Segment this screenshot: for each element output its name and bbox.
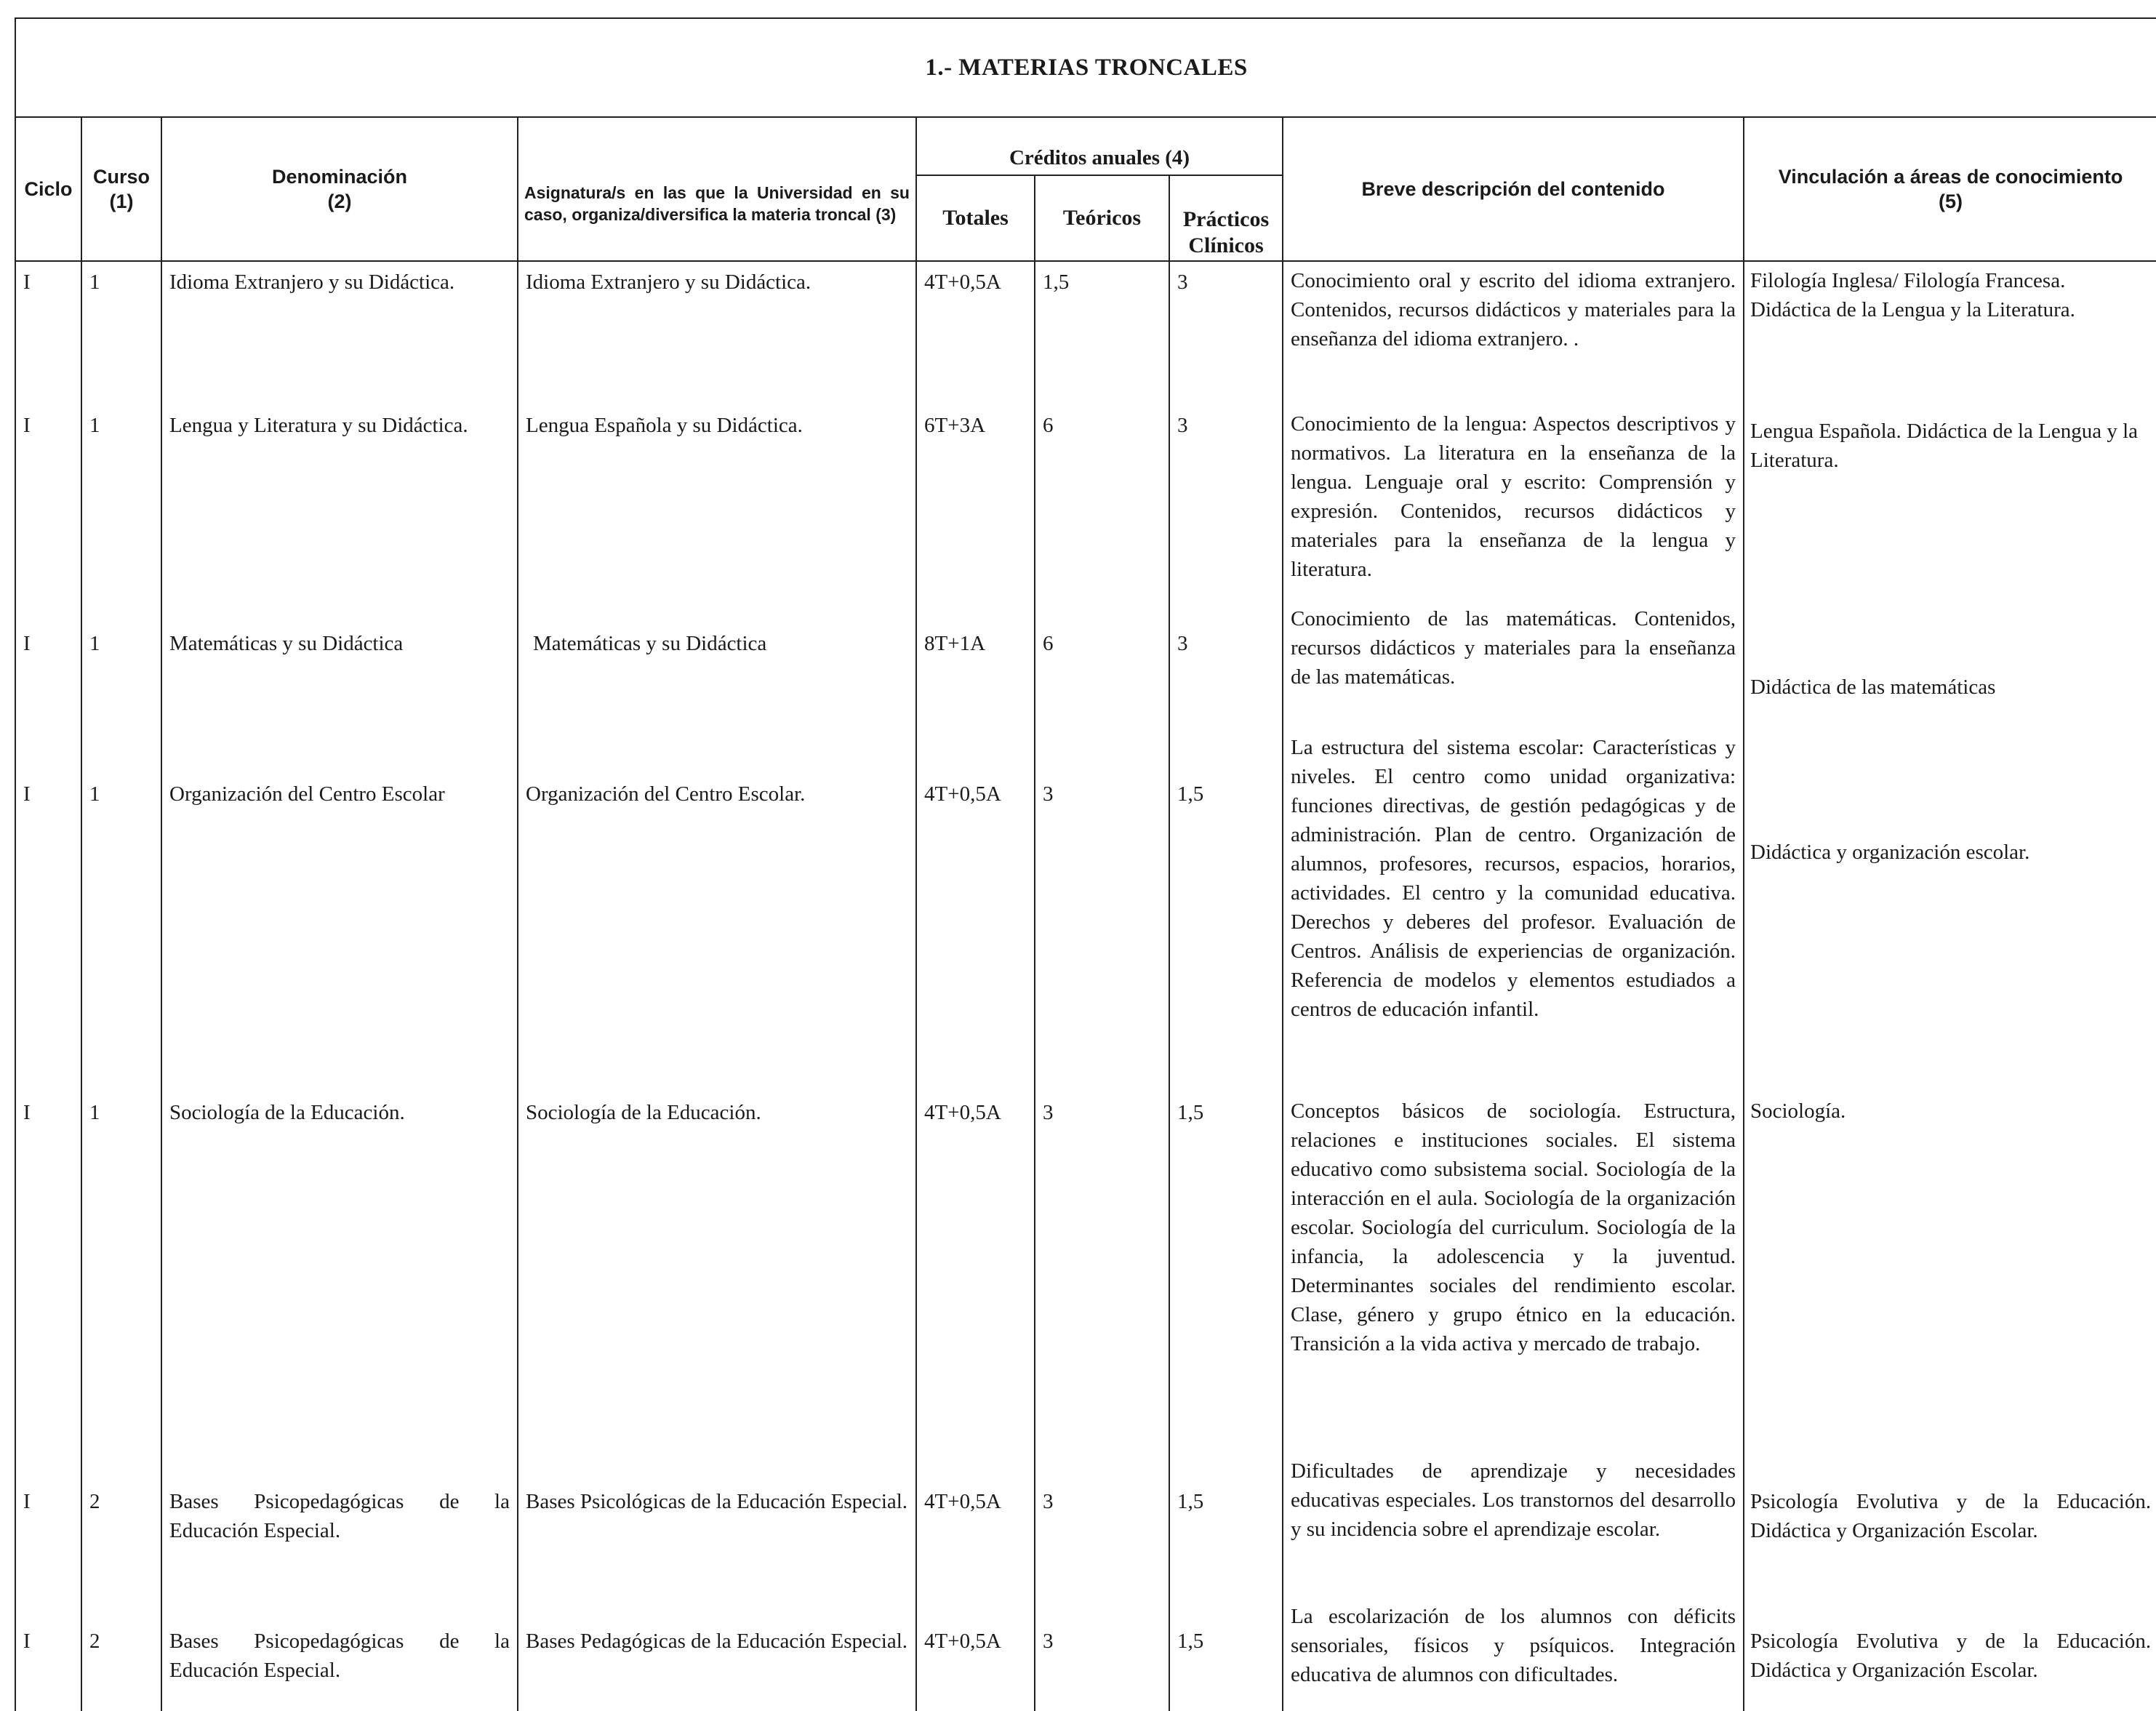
cell-practicos: 1,5 (1169, 729, 1283, 1092)
header-teoricos: Teóricos (1035, 175, 1169, 261)
cell-practicos: 1,5 (1169, 1452, 1283, 1598)
cell-denominacion: Bases Psicopedagógicas de la Educación Especial. (161, 1452, 518, 1598)
cell-asignatura: Lengua Española y su Didáctica. (518, 405, 916, 600)
cell-denominacion: Lengua y Literatura y su Didáctica. (161, 405, 518, 600)
cell-teoricos: 6 (1035, 405, 1169, 600)
cell-totales: 4T+0,5A (916, 1452, 1035, 1598)
cell-areas: Sociología. (1744, 1092, 2156, 1452)
cell-curso: 1 (81, 729, 161, 1092)
header-ciclo: Ciclo (15, 117, 81, 261)
cell-curso: 1 (81, 261, 161, 405)
cell-curso: 1 (81, 1092, 161, 1452)
cell-practicos: 3 (1169, 261, 1283, 405)
cell-denominacion: Idioma Extranjero y su Didáctica. (161, 261, 518, 405)
table-row (15, 1598, 2156, 1711)
materias-table (15, 17, 2156, 1711)
cell-denominacion: Sociología de la Educación. (161, 1092, 518, 1452)
cell-ciclo: I (15, 1598, 81, 1711)
cell-practicos: 1,5 (1169, 1092, 1283, 1452)
header-practicos: Prácticos Clínicos (1169, 175, 1283, 261)
cell-denominacion: Organización del Centro Escolar (161, 729, 518, 1092)
cell-descripcion: Conocimiento de las matemáticas. Contenidos, recursos didácticos y materiales para la enseñanza de las matemáticas. (1283, 600, 1744, 729)
cell-totales: 4T+0,5A (916, 1092, 1035, 1452)
cell-descripcion: Conocimiento de la lengua: Aspectos descriptivos y normativos. La literatura en la enseñanza de la lengua. Lenguaje oral y escrito: Comprensión y expresión. Contenidos, recursos didácticos y materiales para la enseñanza de la lengua y literatura. (1283, 405, 1744, 600)
cell-asignatura: Bases Psicológicas de la Educación Especial. (518, 1452, 916, 1598)
cell-descripcion: Conocimiento oral y escrito del idioma extranjero. Contenidos, recursos didácticos y materiales para la enseñanza del idioma extranjero. . (1283, 261, 1744, 405)
cell-areas: Filología Inglesa/ Filología Francesa. Didáctica de la Lengua y la Literatura. (1744, 261, 2156, 405)
cell-areas: Psicología Evolutiva y de la Educación. Didáctica y Organización Escolar. (1744, 1598, 2156, 1711)
cell-asignatura: Bases Pedagógicas de la Educación Especial. (518, 1598, 916, 1711)
cell-totales: 6T+3A (916, 405, 1035, 600)
cell-areas: Lengua Española. Didáctica de la Lengua y la Literatura. (1744, 405, 2156, 600)
cell-asignatura: Organización del Centro Escolar. (518, 729, 916, 1092)
header-asignaturas: Asignatura/s en las que la Universidad en su caso, organiza/diversifica la materia troncal (3) (518, 117, 916, 261)
cell-totales: 4T+0,5A (916, 1598, 1035, 1711)
table-row (15, 729, 2156, 1092)
cell-totales: 8T+1A (916, 600, 1035, 729)
cell-teoricos: 3 (1035, 1452, 1169, 1598)
cell-ciclo: I (15, 1092, 81, 1452)
cell-areas: Didáctica de las matemáticas (1744, 600, 2156, 729)
header-creditos: Créditos anuales (4) (916, 117, 1283, 175)
cell-ciclo: I (15, 261, 81, 405)
table-row (15, 261, 2156, 405)
header-curso: Curso (1) (81, 117, 161, 261)
table-row (15, 405, 2156, 600)
cell-curso: 2 (81, 1452, 161, 1598)
header-totales: Totales (916, 175, 1035, 261)
header-denominacion: Denominación (2) (161, 117, 518, 261)
cell-descripcion: La escolarización de los alumnos con déficits sensoriales, físicos y psíquicos. Integración educativa de alumnos con dificultades. (1283, 1598, 1744, 1711)
cell-totales: 4T+0,5A (916, 729, 1035, 1092)
cell-curso: 1 (81, 405, 161, 600)
cell-practicos: 3 (1169, 600, 1283, 729)
table-row (15, 600, 2156, 729)
cell-denominacion: Matemáticas y su Didáctica (161, 600, 518, 729)
cell-curso: 2 (81, 1598, 161, 1711)
table-title: 1.- MATERIAS TRONCALES (15, 18, 2156, 117)
cell-totales: 4T+0,5A (916, 261, 1035, 405)
cell-areas: Didáctica y organización escolar. (1744, 729, 2156, 1092)
cell-descripcion: La estructura del sistema escolar: Características y niveles. El centro como unidad organizativa: funciones directivas, de gestión pedagógicas y de administración. Plan de centro. Organización de alumnos, profesores, recursos, espacios, horarios, actividades. El centro y la comunidad educativa. Derechos y deberes del profesor. Evaluación de Centros. Análisis de experiencias de organización. Referencia de modelos y elementos estudiados a centros de educación infantil. (1283, 729, 1744, 1092)
cell-ciclo: I (15, 600, 81, 729)
cell-practicos: 1,5 (1169, 1598, 1283, 1711)
cell-asignatura: Idioma Extranjero y su Didáctica. (518, 261, 916, 405)
cell-teoricos: 3 (1035, 1598, 1169, 1711)
header-descripcion: Breve descripción del contenido (1283, 117, 1744, 261)
cell-asignatura: Matemáticas y su Didáctica (518, 600, 916, 729)
cell-teoricos: 6 (1035, 600, 1169, 729)
cell-ciclo: I (15, 729, 81, 1092)
cell-teoricos: 1,5 (1035, 261, 1169, 405)
cell-descripcion: Conceptos básicos de sociología. Estructura, relaciones e instituciones sociales. El sistema educativo como subsistema social. Sociología de la interacción en el aula. Sociología de la organización escolar. Sociología del curriculum. Sociología de la infancia, la adolescencia y la juventud. Determinantes sociales del rendimiento escolar. Clase, género y grupo étnico en la educación. Transición a la vida activa y mercado de trabajo. (1283, 1092, 1744, 1452)
cell-areas: Psicología Evolutiva y de la Educación. Didáctica y Organización Escolar. (1744, 1452, 2156, 1598)
cell-asignatura: Sociología de la Educación. (518, 1092, 916, 1452)
cell-ciclo: I (15, 1452, 81, 1598)
cell-curso: 1 (81, 600, 161, 729)
cell-teoricos: 3 (1035, 1092, 1169, 1452)
cell-denominacion: Bases Psicopedagógicas de la Educación Especial. (161, 1598, 518, 1711)
table-row (15, 1452, 2156, 1598)
cell-ciclo: I (15, 405, 81, 600)
cell-descripcion: Dificultades de aprendizaje y necesidades educativas especiales. Los transtornos del desarrollo y su incidencia sobre el aprendizaje escolar. (1283, 1452, 1744, 1598)
cell-practicos: 3 (1169, 405, 1283, 600)
cell-teoricos: 3 (1035, 729, 1169, 1092)
table-row (15, 1092, 2156, 1452)
header-vinculacion: Vinculación a áreas de conocimiento (5) (1744, 117, 2156, 261)
